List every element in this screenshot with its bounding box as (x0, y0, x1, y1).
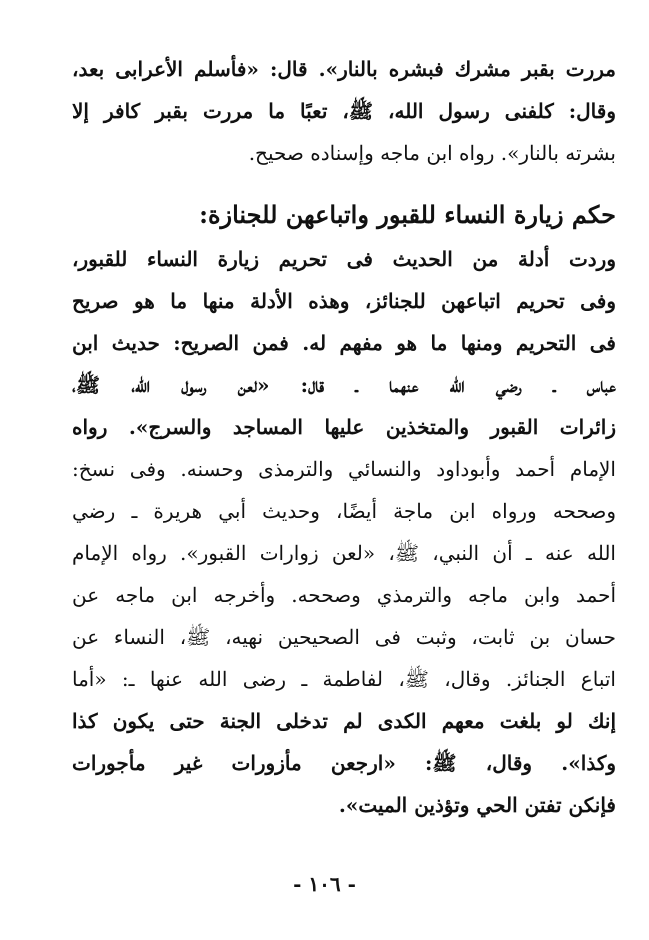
text-line: زائرات القبور والمتخذين عليها المساجد والسرج». رواه (72, 415, 616, 439)
section-paragraph (72, 238, 616, 826)
text-line: اتباع الجنائز. وقال، ﷺ، لفاطمة ـ رضى الله عنها ـ: «أما (72, 667, 616, 691)
text-line: الإمام أحمد وأبوداود والنسائي والترمذى وحسنه. وفى نسخ: (72, 457, 616, 481)
text-line: وكذا». وقال، ﷺ: «ارجعن مأزورات غير مأجورات (72, 751, 616, 775)
page-number: - ١٠٦ - (293, 872, 356, 896)
text-line: فإنكن تفتن الحي وتؤذين الميت». (338, 793, 616, 817)
text-line: وصححه ورواه ابن ماجة أيضًا، وحديث أبي هريرة ـ رضي (72, 499, 616, 523)
text-line: بشرته بالنار». رواه ابن ماجه وإسناده صحيح. (248, 141, 616, 165)
text-line: عباس ـ رضي الله عنهما ـ قال: «لعن رسول الله، ﷺ، (72, 373, 616, 397)
section-heading: حكم زيارة النساء للقبور واتباعهن للجنازة: (199, 200, 616, 229)
text-line: وقال: كلفنى رسول الله، ﷺ، تعبًا ما مررت بقبر كافر إلا (72, 99, 616, 123)
text-line: أحمد وابن ماجه والترمذي وصححه. وأخرجه ابن ماجه عن (72, 583, 616, 607)
paragraph-continuation (72, 48, 616, 174)
text-line: وفى تحريم اتباعهن للجنائز، وهذه الأدلة منها ما هو صريح (72, 289, 616, 313)
text-line: الله عنه ـ أن النبي، ﷺ، «لعن زوارات القبور». رواه الإمام (72, 541, 616, 565)
text-line: مررت بقبر مشرك فبشره بالنار». قال: «فأسلم الأعرابى بعد، (72, 57, 616, 81)
text-line: فى التحريم ومنها ما هو مفهم له. فمن الصريح: حديث ابن (72, 331, 616, 355)
page-body (72, 48, 616, 826)
text-line: إنك لو بلغت معهم الكدى لم تدخلى الجنة حتى يكون كذا (72, 709, 616, 733)
text-line: حسان بن ثابت، وثبت فى الصحيحين نهيه، ﷺ، النساء عن (72, 625, 616, 649)
text-line: وردت أدلة من الحديث فى تحريم زيارة النساء للقبور، (72, 247, 616, 271)
